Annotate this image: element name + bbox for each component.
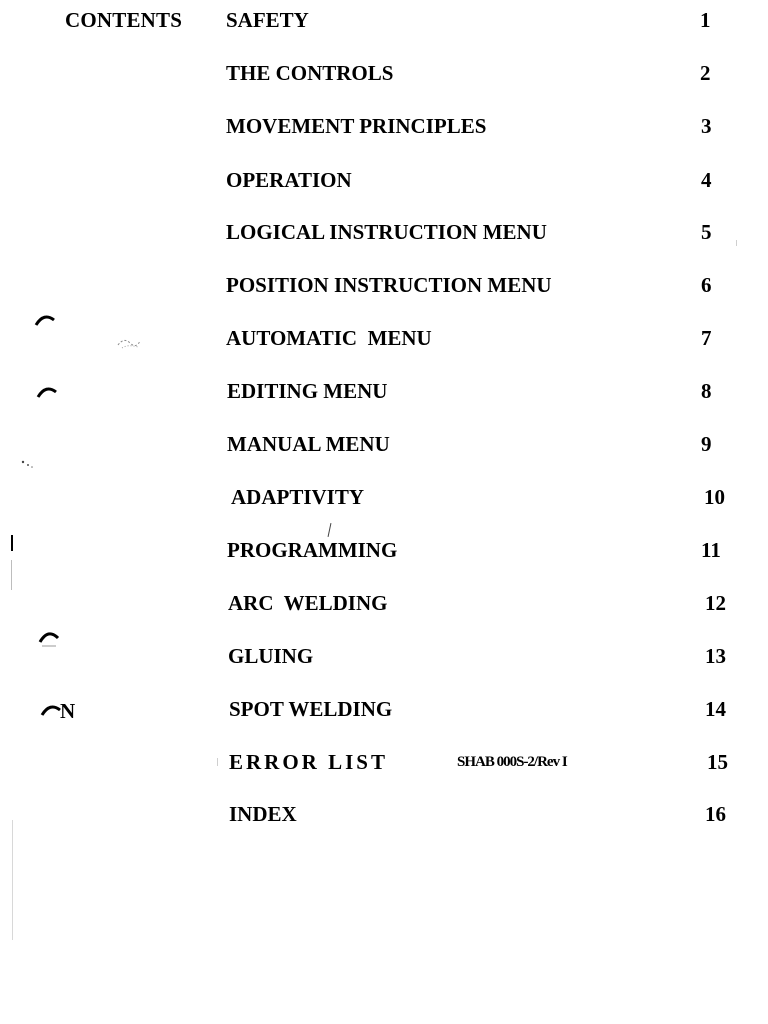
toc-entry-programming <box>0 538 768 568</box>
toc-entry-title: INDEX <box>229 802 297 826</box>
scan-speck <box>736 240 737 246</box>
toc-entry-title: THE CONTROLS <box>226 61 394 85</box>
toc-entry-error-list <box>0 750 768 780</box>
toc-entry-logical-instruction-menu <box>0 220 768 250</box>
toc-entry-page: 9 <box>701 432 712 456</box>
toc-entry-movement-principles <box>0 114 768 144</box>
toc-entry-title: ADAPTIVITY <box>231 485 365 509</box>
toc-entry-page: 8 <box>701 379 712 403</box>
scan-speck <box>11 535 13 551</box>
toc-entry-title: MANUAL MENU <box>227 432 390 456</box>
toc-entry-page: 3 <box>701 114 712 138</box>
toc-entry-editing-menu <box>0 379 768 409</box>
toc-entry-title: ERROR LIST <box>229 750 388 774</box>
toc-entry-page: 4 <box>701 168 712 192</box>
binding-mark-icon <box>34 314 56 326</box>
toc-entry-page: 6 <box>701 273 712 297</box>
toc-entry-title: AUTOMATIC MENU <box>226 326 432 350</box>
toc-entry-page: 11 <box>701 538 721 562</box>
toc-entry-page: 16 <box>705 802 726 826</box>
scan-speck <box>11 560 12 590</box>
toc-entry-page: 10 <box>704 485 725 509</box>
toc-entry-title: POSITION INSTRUCTION MENU <box>226 273 552 297</box>
toc-entry-spot-welding <box>0 697 768 727</box>
toc-entry-title: ARC WELDING <box>228 591 388 615</box>
toc-entry-title: MOVEMENT PRINCIPLES <box>226 114 487 138</box>
binding-mark-icon <box>38 630 60 648</box>
scan-speck <box>12 820 13 940</box>
toc-entry-title: EDITING MENU <box>227 379 388 403</box>
toc-entry-index <box>0 802 768 832</box>
toc-entry-adaptivity <box>0 485 768 515</box>
toc-entry-title: GLUING <box>228 644 314 668</box>
toc-entry-manual-menu <box>0 432 768 462</box>
margin-letter: N <box>60 699 76 723</box>
toc-entry-operation <box>0 168 768 198</box>
toc-entry-title: PROGRAMMING <box>227 538 398 562</box>
document-reference: SHAB 000S-2/Rev I <box>457 754 567 770</box>
toc-entry-title: SAFETY <box>226 8 309 32</box>
toc-entry-gluing <box>0 644 768 674</box>
binding-mark-icon <box>36 386 58 398</box>
toc-entry-page: 2 <box>700 61 711 85</box>
toc-entry-safety <box>0 8 768 38</box>
toc-entry-title: OPERATION <box>226 168 352 192</box>
toc-entry-page: 7 <box>701 326 712 350</box>
toc-entry-the-controls <box>0 61 768 91</box>
toc-entry-page: 15 <box>707 750 728 774</box>
binding-mark-icon <box>40 704 62 716</box>
toc-entry-page: 1 <box>700 8 711 32</box>
smudge-icon <box>116 335 142 351</box>
toc-entry-title: LOGICAL INSTRUCTION MENU <box>226 220 547 244</box>
toc-entry-page: 12 <box>705 591 726 615</box>
toc-entry-page: 5 <box>701 220 712 244</box>
contents-heading: CONTENTS <box>65 8 183 32</box>
toc-entry-position-instruction-menu <box>0 273 768 303</box>
toc-entry-arc-welding <box>0 591 768 621</box>
toc-entry-page: 14 <box>705 697 726 721</box>
toc-entry-page: 13 <box>705 644 726 668</box>
toc-entry-title: SPOT WELDING <box>229 697 393 721</box>
scan-speck <box>217 758 218 766</box>
smudge-icon <box>20 458 34 470</box>
